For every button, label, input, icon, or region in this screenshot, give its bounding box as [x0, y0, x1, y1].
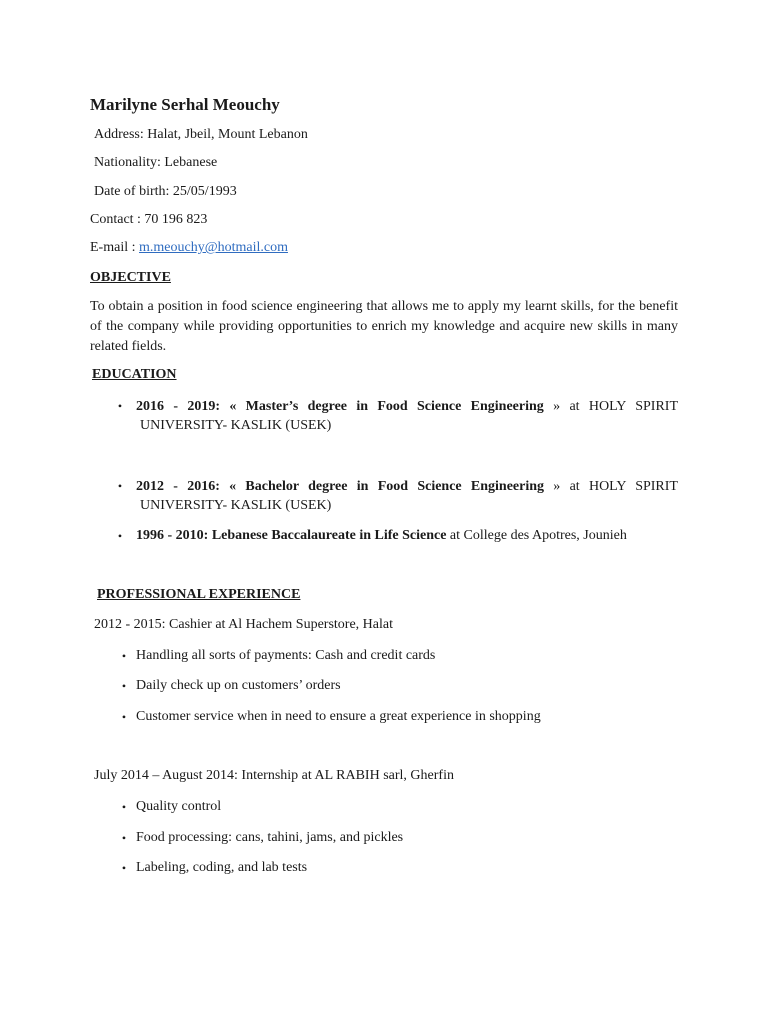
education-item-rest: » at HOLY SPIRIT: [544, 479, 678, 494]
education-item-masters: [136, 397, 678, 435]
job-duty: Labeling, coding, and lab tests: [136, 860, 308, 875]
nationality-line: Nationality: Lebanese: [94, 155, 218, 170]
job-duty: Daily check up on customers’ orders: [136, 678, 341, 693]
education-item-rest: » at HOLY SPIRIT: [543, 399, 678, 414]
education-item-title: 2012 - 2016: « Bachelor degree in Food Science Engineering: [136, 479, 545, 494]
education-item-title: 1996 - 2010: Lebanese Baccalaureate in Life Science: [136, 528, 447, 543]
job-title-cashier: 2012 - 2015: Cashier at Al Hachem Superstore, Halat: [94, 617, 393, 632]
bullet-icon: •: [121, 831, 127, 845]
email-label: E-mail :: [90, 240, 139, 255]
education-item-bachelor: [136, 477, 678, 515]
education-item-institution: UNIVERSITY- KASLIK (USEK): [140, 498, 332, 513]
bullet-icon: •: [121, 710, 127, 724]
email-link[interactable]: m.meouchy@hotmail.com: [139, 240, 288, 255]
education-heading: EDUCATION: [92, 367, 177, 382]
date-of-birth-line: Date of birth: 25/05/1993: [94, 184, 237, 199]
address-line: Address: Halat, Jbeil, Mount Lebanon: [94, 127, 308, 142]
experience-heading: PROFESSIONAL EXPERIENCE: [97, 587, 301, 602]
bullet-icon: •: [117, 529, 123, 543]
bullet-icon: •: [117, 479, 123, 493]
job-duty: Handling all sorts of payments: Cash and credit cards: [136, 648, 436, 663]
candidate-name: Marilyne Serhal Meouchy: [90, 95, 280, 114]
bullet-icon: •: [117, 399, 123, 413]
email-line: [90, 239, 288, 257]
bullet-icon: •: [121, 679, 127, 693]
job-duty: Customer service when in need to ensure a great experience in shopping: [136, 709, 541, 724]
education-item-baccalaureate: [136, 527, 627, 545]
objective-heading: OBJECTIVE: [90, 270, 171, 285]
education-item-institution: UNIVERSITY- KASLIK (USEK): [140, 418, 332, 433]
bullet-icon: •: [121, 861, 127, 875]
bullet-icon: •: [121, 649, 127, 663]
contact-line: Contact : 70 196 823: [90, 212, 208, 227]
objective-text: To obtain a position in food science engineering that allows me to apply my learnt skills, for the benefit of the company while providing opportunities to enrich my knowledge and acquire new skills in many related fields.: [90, 299, 678, 354]
job-duty: Quality control: [136, 799, 222, 814]
education-item-title: 2016 - 2019: « Master’s degree in Food Science Engineering: [136, 399, 544, 414]
education-item-rest: at College des Apotres, Jounieh: [446, 528, 627, 543]
job-duty: Food processing: cans, tahini, jams, and pickles: [136, 830, 404, 845]
bullet-icon: •: [121, 800, 127, 814]
job-title-internship: July 2014 – August 2014: Internship at AL RABIH sarl, Gherfin: [94, 768, 454, 783]
